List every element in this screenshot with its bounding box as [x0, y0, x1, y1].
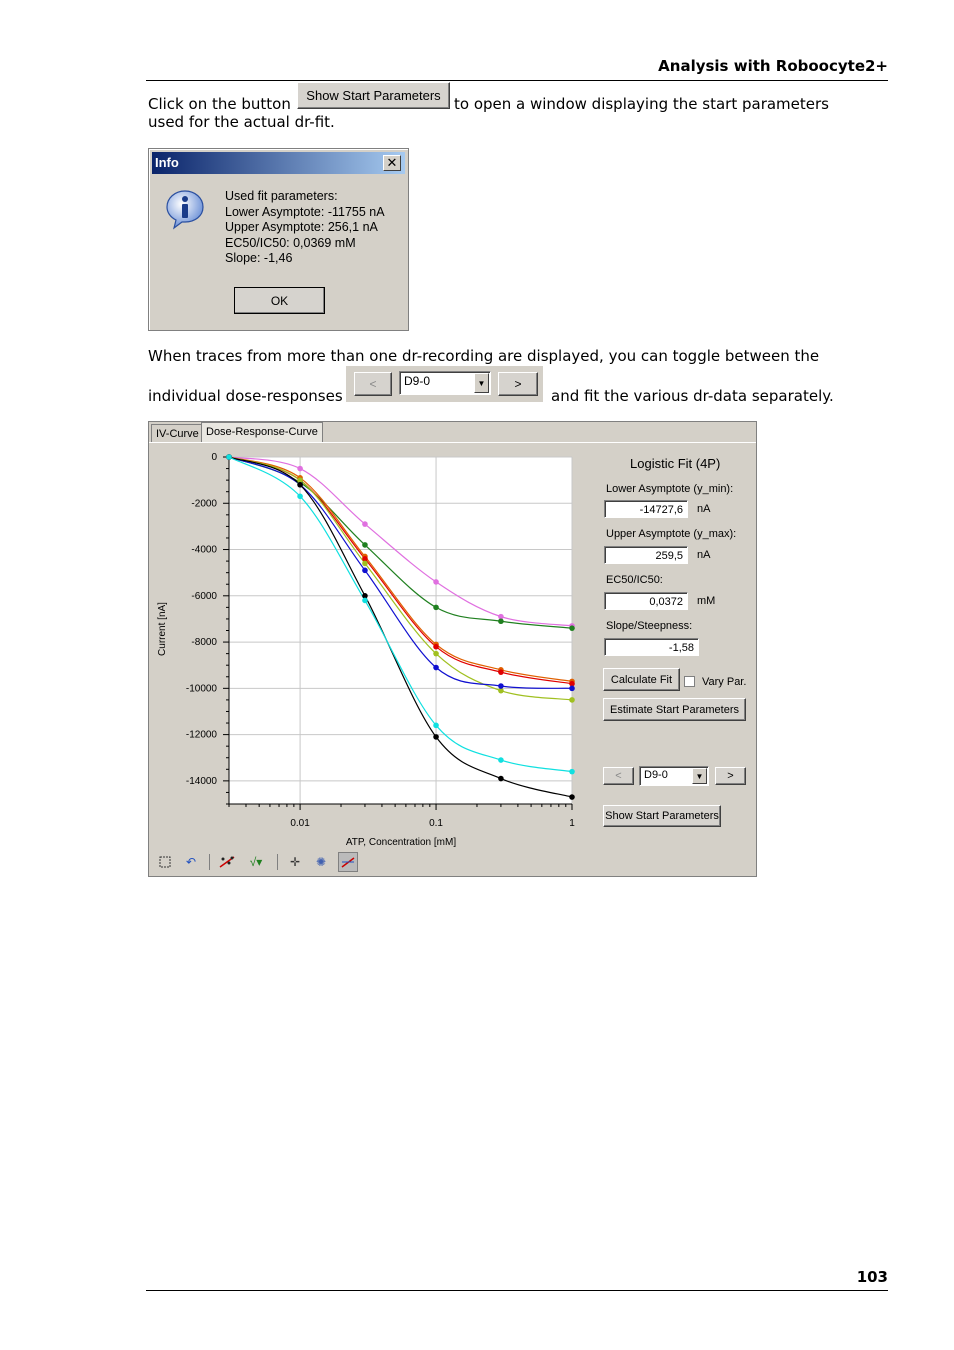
- dialog-title: Info: [155, 155, 179, 170]
- y-tick-label: -10000: [185, 683, 217, 695]
- dialog-line: EC50/IC50: 0,0369 mM: [225, 235, 356, 250]
- x-axis-label: ATP, Concentration [mM]: [345, 837, 457, 848]
- dr-toggle-widget: [346, 366, 543, 402]
- dialog-line: Slope: -1,46: [225, 251, 293, 266]
- info-icon: [165, 189, 205, 229]
- dialog-line: Used fit parameters:: [225, 189, 338, 203]
- close-icon[interactable]: ✕: [383, 155, 401, 171]
- data-point: [362, 561, 368, 567]
- dialog-message: [225, 189, 385, 267]
- y-tick-label: 0: [211, 452, 217, 463]
- data-point: [498, 683, 504, 689]
- para2-before: individual dose-responses: [148, 387, 343, 405]
- data-point: [433, 665, 439, 671]
- ec50-unit: mM: [697, 595, 716, 607]
- settings-gear-icon[interactable]: ✺: [315, 855, 327, 869]
- x-tick-label: 0.01: [290, 818, 310, 829]
- footer-rule: [146, 1290, 888, 1291]
- data-point: [569, 769, 575, 775]
- upper-asymptote-input[interactable]: 259,5: [604, 546, 688, 564]
- data-point: [226, 454, 232, 460]
- line-tool-icon[interactable]: [338, 852, 358, 872]
- header-rule: [146, 80, 888, 81]
- fit-curve-icon[interactable]: [217, 852, 237, 872]
- dialog-line: Lower Asymptote: -11755 nA: [225, 204, 385, 219]
- para2-after: and fit the various dr-data separately.: [551, 387, 834, 405]
- data-point: [498, 757, 504, 763]
- vary-par-label: Vary Par.: [702, 676, 747, 688]
- y-tick-label: -8000: [191, 637, 217, 649]
- data-point: [433, 579, 439, 585]
- calculate-fit-button[interactable]: Calculate Fit: [603, 668, 680, 691]
- data-point: [569, 697, 575, 703]
- dose-response-chart[interactable]: [149, 443, 575, 853]
- data-point: [362, 542, 368, 548]
- nav-dr-select[interactable]: [639, 766, 709, 786]
- data-point: [569, 625, 575, 631]
- nav-prev-button[interactable]: <: [603, 767, 634, 785]
- running-header: Analysis with Roboocyte2+: [658, 57, 888, 75]
- toolbar-separator: [277, 854, 278, 870]
- fit-title: Logistic Fit (4P): [630, 456, 721, 471]
- crosshair-icon[interactable]: ✛: [289, 855, 301, 869]
- data-point: [498, 618, 504, 624]
- tab-dose-response-curve[interactable]: Dose-Response-Curve: [201, 422, 323, 442]
- dialog-titlebar: [152, 152, 405, 174]
- para1-before: Click on the button: [148, 95, 291, 113]
- data-point: [433, 651, 439, 657]
- slope-input[interactable]: -1,58: [604, 638, 699, 656]
- data-point: [362, 598, 368, 604]
- toolbar-separator: [209, 854, 210, 870]
- data-point: [362, 521, 368, 527]
- data-point: [297, 482, 303, 488]
- y-axis-label: Current [nA]: [157, 602, 168, 656]
- lower-asymptote-input[interactable]: -14727,6: [604, 500, 688, 518]
- data-point: [433, 605, 439, 611]
- data-point: [433, 734, 439, 740]
- vary-par-checkbox[interactable]: [684, 676, 695, 687]
- dose-response-panel: [148, 421, 757, 877]
- y-tick-label: -6000: [191, 590, 217, 602]
- tab-iv-curve[interactable]: IV-Curve: [151, 424, 204, 442]
- nav-dr-select-value: D9-0: [644, 769, 668, 781]
- select-rect-icon[interactable]: [155, 852, 175, 872]
- data-point: [498, 776, 504, 782]
- undo-icon[interactable]: ↶: [185, 855, 197, 869]
- lower-asymptote-label: Lower Asymptote (y_min):: [606, 483, 734, 495]
- data-point: [498, 669, 504, 675]
- para2-line1: When traces from more than one dr-recording are displayed, you can toggle between the: [148, 347, 820, 365]
- data-point: [569, 794, 575, 800]
- data-point: [362, 568, 368, 574]
- toggle-next-button[interactable]: >: [498, 372, 538, 396]
- y-tick-label: -14000: [185, 775, 217, 787]
- data-point: [433, 644, 439, 650]
- y-tick-label: -4000: [191, 544, 217, 556]
- lower-asymptote-unit: nA: [697, 503, 711, 515]
- nav-next-button[interactable]: >: [715, 767, 746, 785]
- upper-asymptote-unit: nA: [697, 549, 711, 561]
- upper-asymptote-label: Upper Asymptote (y_max):: [606, 528, 737, 540]
- data-point: [297, 494, 303, 500]
- info-dialog: [148, 148, 409, 331]
- toggle-prev-button[interactable]: <: [354, 372, 392, 396]
- dialog-line: Upper Asymptote: 256,1 nA: [225, 220, 378, 235]
- inline-show-start-parameters-button[interactable]: Show Start Parameters: [297, 82, 450, 109]
- chevron-down-icon[interactable]: ▼: [474, 373, 489, 393]
- ec50-label: EC50/IC50:: [606, 574, 663, 586]
- data-point: [297, 466, 303, 472]
- page-number: 103: [856, 1268, 888, 1286]
- ok-button[interactable]: OK: [234, 287, 325, 314]
- y-tick-label: -12000: [185, 729, 217, 741]
- data-point: [433, 723, 439, 729]
- y-tick-label: -2000: [191, 498, 217, 510]
- para1-line2: used for the actual dr-fit.: [148, 113, 335, 131]
- function-icon[interactable]: √▾: [249, 855, 263, 869]
- para1-after: to open a window displaying the start parameters: [454, 95, 829, 113]
- x-tick-label: 1: [569, 818, 575, 829]
- slope-label: Slope/Steepness:: [606, 620, 693, 632]
- x-tick-label: 0.1: [429, 818, 443, 829]
- chevron-down-icon[interactable]: ▼: [692, 768, 707, 784]
- toggle-dr-select-value: D9-0: [404, 374, 431, 388]
- estimate-start-parameters-button[interactable]: Estimate Start Parameters: [603, 698, 746, 721]
- data-point: [569, 686, 575, 692]
- ec50-input[interactable]: 0,0372: [604, 592, 688, 610]
- show-start-parameters-button[interactable]: Show Start Parameters: [603, 805, 721, 827]
- plot-area: [229, 457, 572, 804]
- toggle-dr-select[interactable]: [399, 371, 491, 395]
